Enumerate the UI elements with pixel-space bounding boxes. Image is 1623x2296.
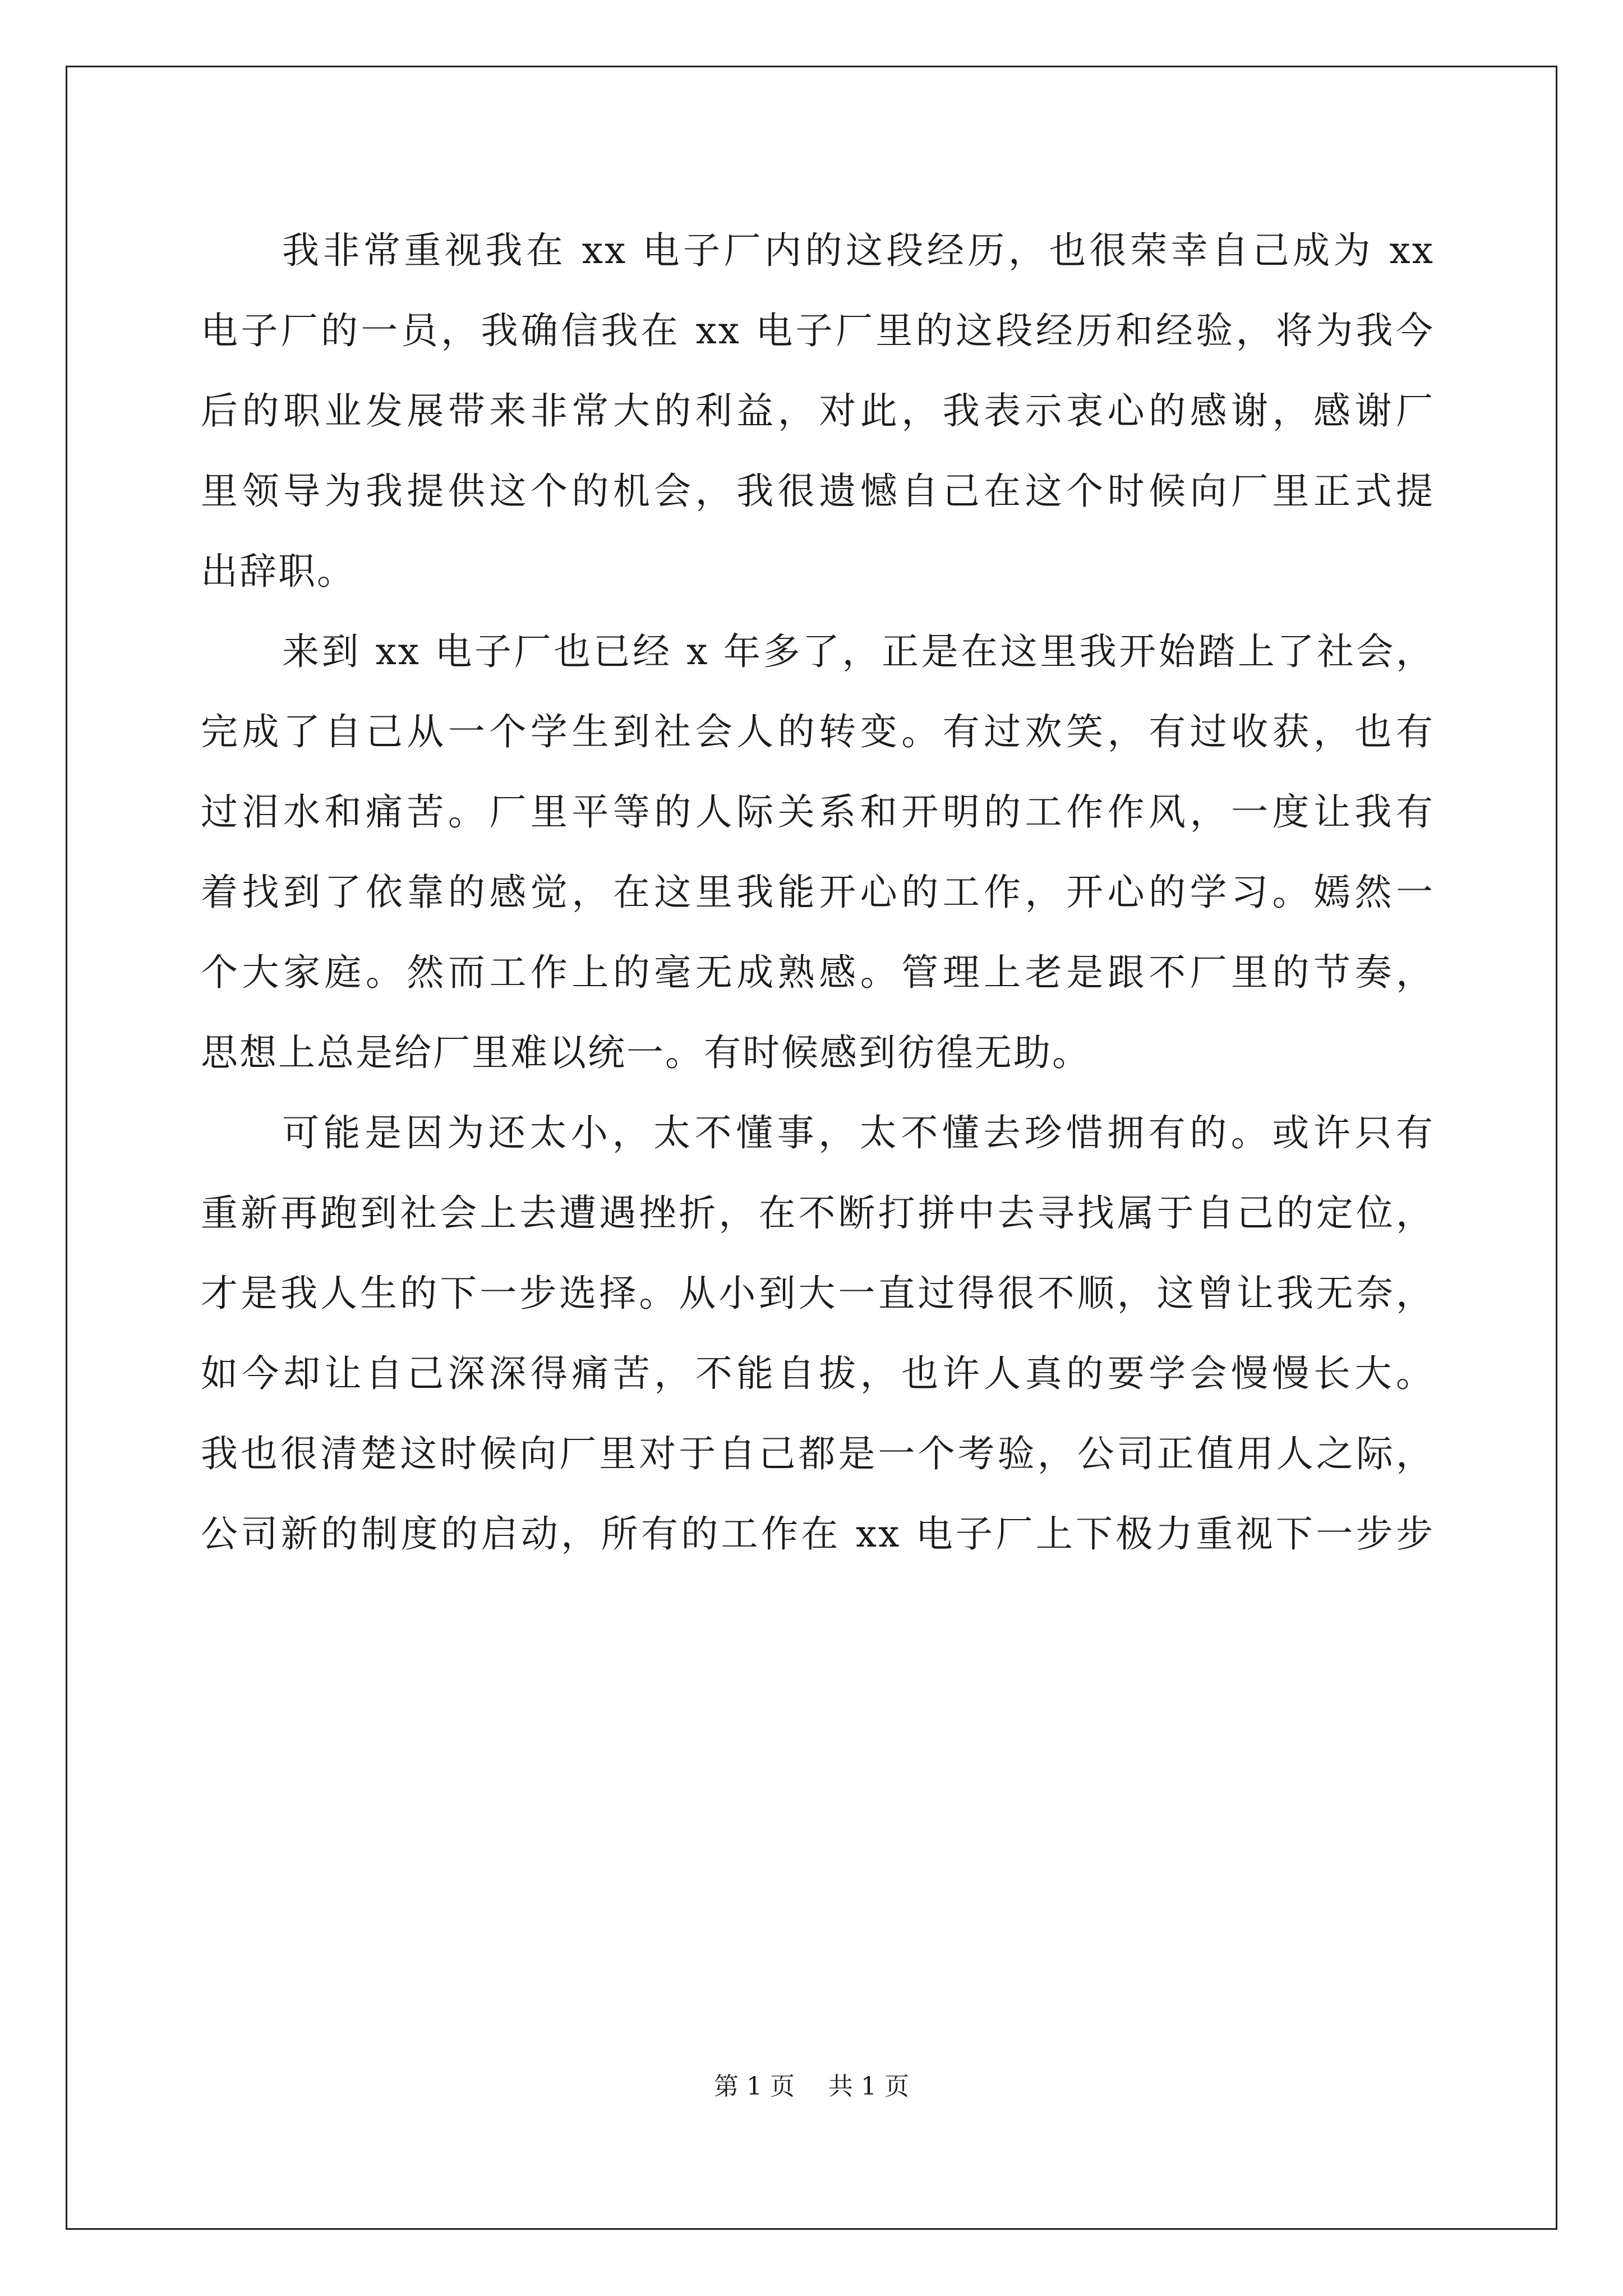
paragraph-1 bbox=[201, 210, 1435, 611]
text-line: 完成了自己从一个学生到社会人的转变。有过欢笑，有过收获，也有 bbox=[201, 710, 1435, 753]
text-line: 公司新的制度的启动，所有的工作在 xx 电子厂上下极力重视下一步步 bbox=[201, 1512, 1435, 1556]
text-line: 我非常重视我在 xx 电子厂内的这段经历，也很荣幸自己成为 xx bbox=[282, 229, 1435, 272]
text-line: 后的职业发展带来非常大的利益，对此，我表示衷心的感谢，感谢厂 bbox=[201, 389, 1435, 432]
text-line: 可能是因为还太小，太不懂事，太不懂去珍惜拥有的。或许只有 bbox=[282, 1111, 1435, 1154]
text-line: 电子厂的一员，我确信我在 xx 电子厂里的这段经历和经验，将为我今 bbox=[201, 309, 1435, 352]
page-number-current: 第 1 页 bbox=[714, 2072, 795, 2101]
text-line: 里领导为我提供这个的机会，我很遗憾自己在这个时候向厂里正式提 bbox=[201, 470, 1435, 513]
text-line: 过泪水和痛苦。厂里平等的人际关系和开明的工作作风，一度让我有 bbox=[201, 790, 1435, 834]
text-line: 来到 xx 电子厂也已经 x 年多了，正是在这里我开始踏上了社会， bbox=[282, 630, 1435, 673]
text-line: 如今却让自己深深得痛苦，不能自拔，也许人真的要学会慢慢长大。 bbox=[201, 1352, 1435, 1395]
text-line: 个大家庭。然而工作上的毫无成熟感。管理上老是跟不厂里的节奏， bbox=[201, 951, 1435, 994]
page-number-total: 共 1 页 bbox=[828, 2072, 909, 2101]
text-line: 才是我人生的下一步选择。从小到大一直过得很不顺，这曾让我无奈， bbox=[201, 1272, 1435, 1315]
paragraph-2 bbox=[201, 611, 1435, 1093]
text-line: 着找到了依靠的感觉，在这里我能开心的工作，开心的学习。嫣然一 bbox=[201, 871, 1435, 914]
text-line: 重新再跑到社会上去遭遇挫折，在不断打拼中去寻找属于自己的定位， bbox=[201, 1191, 1435, 1235]
text-line: 我也很清楚这时候向厂里对于自己都是一个考验，公司正值用人之际， bbox=[201, 1432, 1435, 1475]
paragraph-3 bbox=[201, 1093, 1435, 1574]
page-footer bbox=[0, 2070, 1623, 2104]
text-line: 出辞职。 bbox=[201, 550, 356, 593]
text-line: 思想上总是给厂里难以统一。有时候感到彷徨无助。 bbox=[201, 1031, 1091, 1074]
document-body bbox=[201, 210, 1435, 1574]
